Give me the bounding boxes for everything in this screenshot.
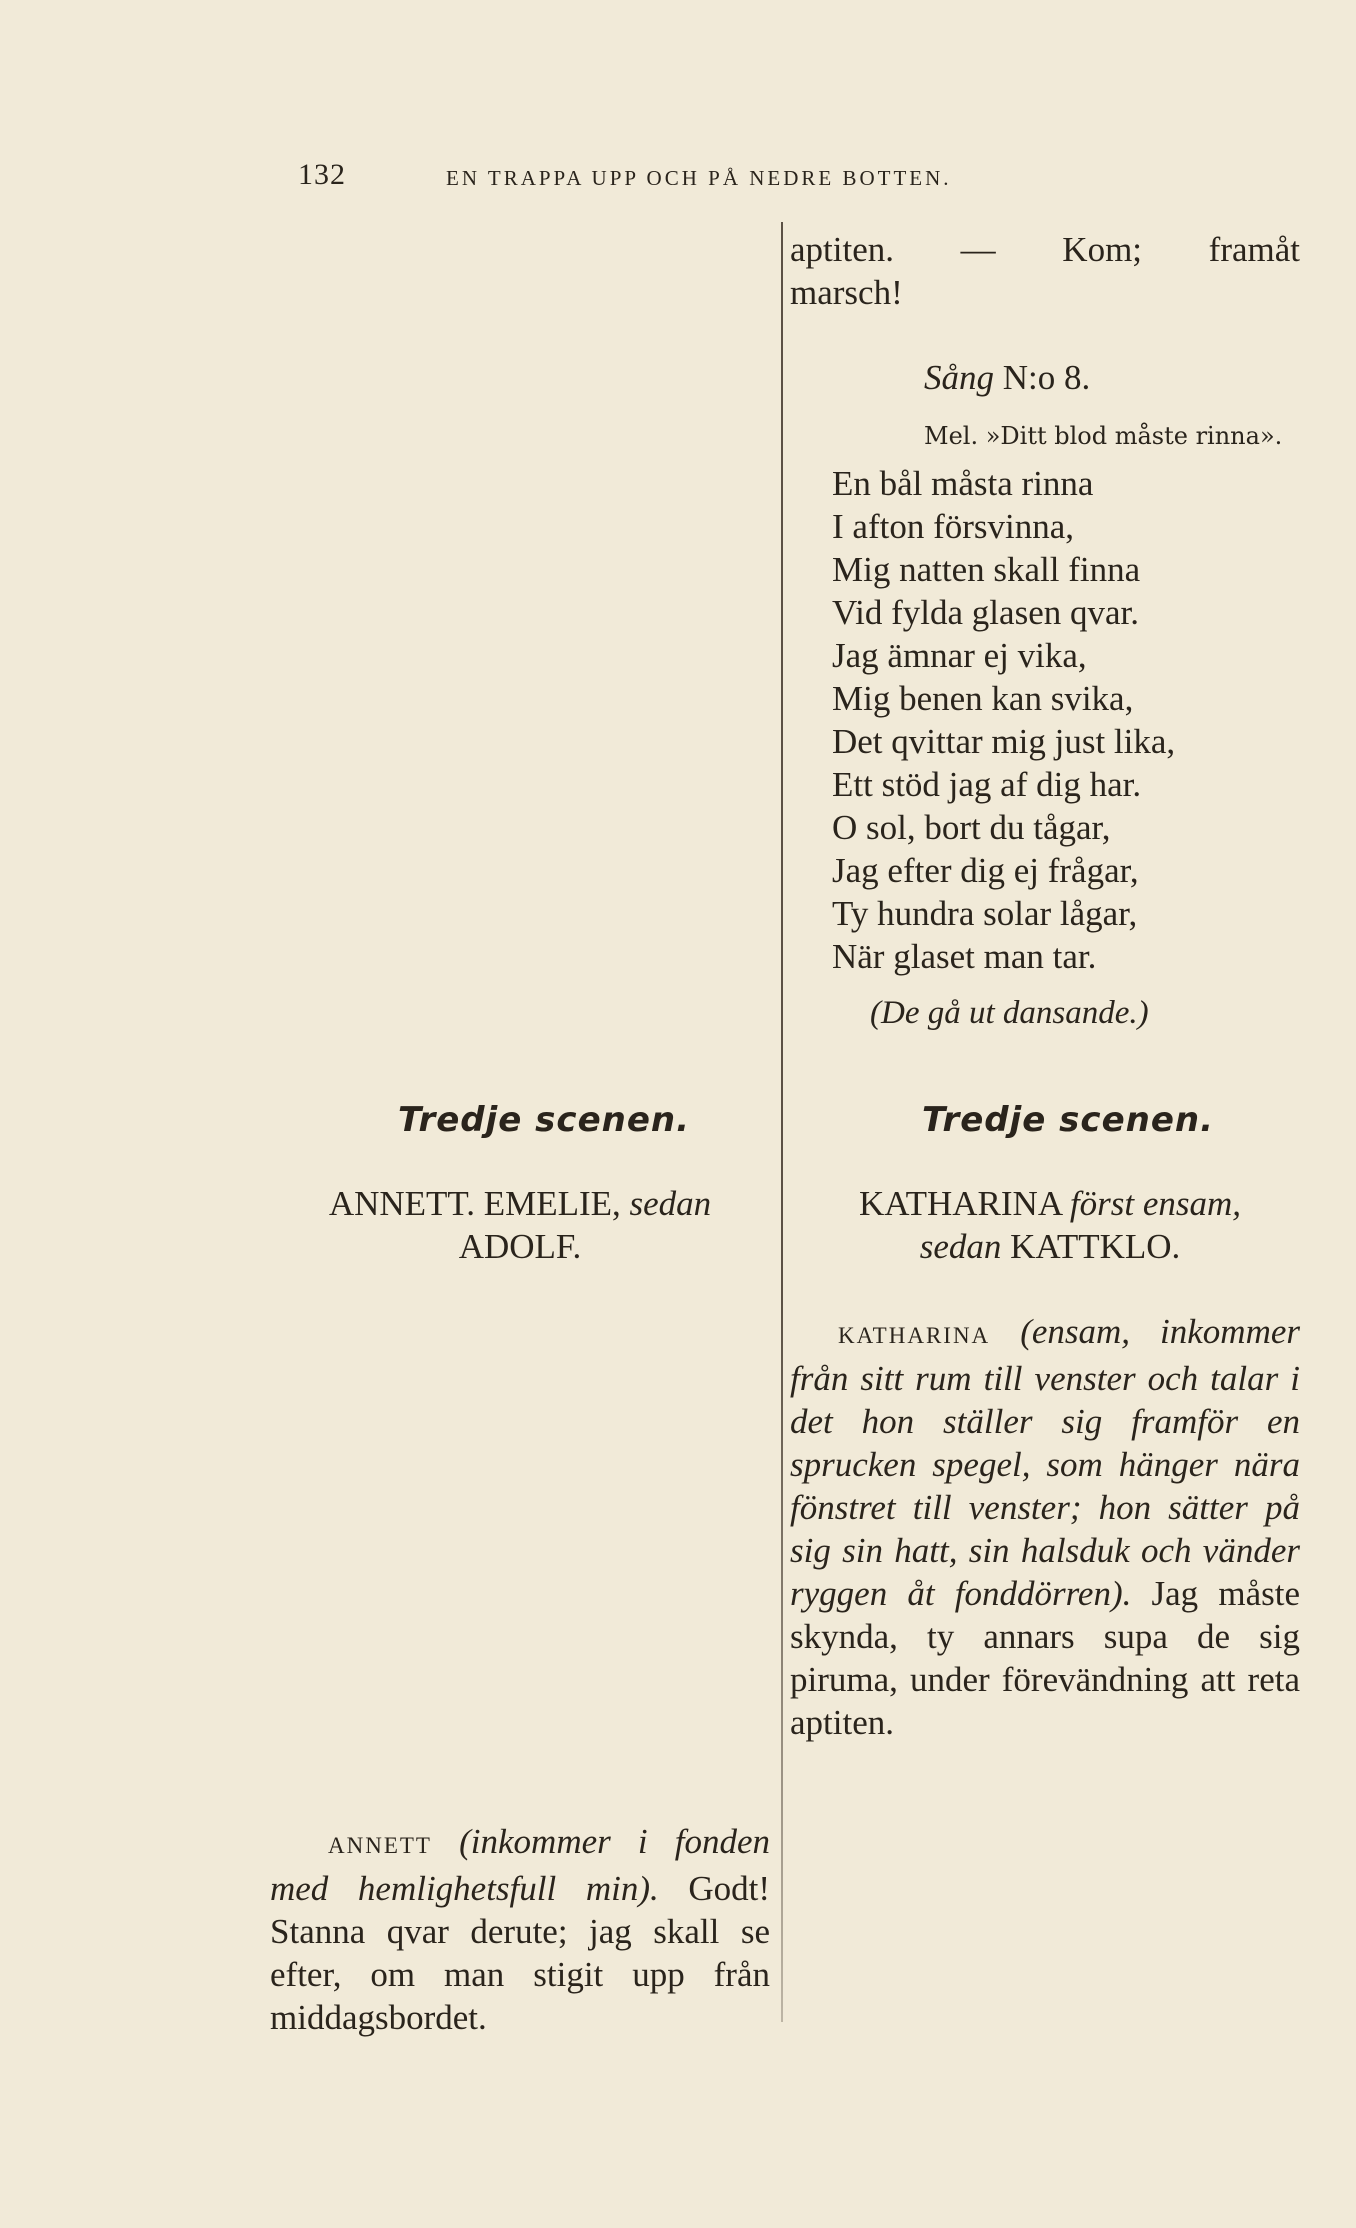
right-cast-kattklo: KATTKLO.	[1001, 1227, 1181, 1266]
running-title: EN TRAPPA UPP OCH PÅ NEDRE BOTTEN.	[446, 166, 952, 190]
page-header	[298, 158, 1278, 198]
song-line: Ty hundra solar lågar,	[832, 894, 1138, 933]
right-top-text	[790, 228, 1300, 314]
right-cast-katharina: KATHARINA	[858, 1184, 1070, 1223]
left-cast-list	[280, 1182, 760, 1268]
column-divider	[781, 222, 783, 2022]
song-melody: Mel. »Ditt blod måste rinna».	[924, 422, 1283, 450]
speaker-katharina: KATHARINA	[838, 1323, 991, 1348]
song-line: En bål måsta rinna	[832, 464, 1094, 503]
left-cast-sedan: sedan	[629, 1184, 712, 1223]
right-scene-heading: Tredje scenen.	[922, 1100, 1215, 1140]
left-scene-heading: Tredje scenen.	[398, 1100, 691, 1140]
song-line: Jag ämnar ej vika,	[832, 636, 1087, 675]
speaker-annett: ANNETT	[328, 1833, 432, 1858]
song-line: Det qvittar mig just lika,	[832, 722, 1176, 761]
right-cast-list	[800, 1182, 1300, 1268]
annett-stage-direction-a: (inkommer i fonden	[459, 1822, 770, 1861]
song-verse	[832, 462, 1175, 978]
song-number: N:o 8.	[994, 358, 1091, 397]
continuation-line-1: aptiten. — Kom; framåt	[790, 230, 1300, 269]
right-cast-forst-ensam: först ensam,	[1069, 1184, 1242, 1223]
katharina-speech	[790, 1310, 1300, 1744]
annett-speech-text: Stanna qvar derute; jag skall se efter, om man stigit upp från middagsbordet.	[270, 1912, 770, 2037]
katharina-stage-direction: (ensam, inkommer från sitt rum till venster och talar i det hon ställer sig framför en sprucken spegel, som hänger nära fönstret till venster; hon sätter på sig sin hatt, sin halsduk och vänder ryggen åt fonddörren).	[790, 1312, 1300, 1613]
song-line: Vid fylda glasen qvar.	[832, 593, 1139, 632]
annett-stage-direction-b: med hemlighetsfull min).	[270, 1869, 659, 1908]
page-number: 132	[298, 158, 346, 191]
continuation-line-2: marsch!	[790, 273, 903, 312]
song-line: O sol, bort du tågar,	[832, 808, 1111, 847]
song-stage-direction: (De gå ut dansande.)	[870, 995, 1149, 1031]
katharina-speech-text: Jag måste skynda, ty annars supa de sig piruma, under förevändning att reta aptiten.	[790, 1574, 1300, 1742]
song-line: Jag efter dig ej frågar,	[832, 851, 1139, 890]
song-line: När glaset man tar.	[832, 937, 1097, 976]
song-title-word: Sång	[924, 358, 994, 397]
song-line: I afton försvinna,	[832, 507, 1075, 546]
song-line: Mig natten skall finna	[832, 550, 1141, 589]
song-title	[924, 358, 1090, 398]
song-line: Mig benen kan svika,	[832, 679, 1134, 718]
left-cast-adolf: ADOLF.	[458, 1227, 582, 1266]
annett-speech-godt: Godt!	[658, 1869, 771, 1908]
right-cast-sedan: sedan	[919, 1227, 1002, 1266]
annett-speech	[270, 1820, 770, 2039]
song-line: Ett stöd jag af dig har.	[832, 765, 1142, 804]
left-cast-names: ANNETT. EMELIE,	[328, 1184, 630, 1223]
